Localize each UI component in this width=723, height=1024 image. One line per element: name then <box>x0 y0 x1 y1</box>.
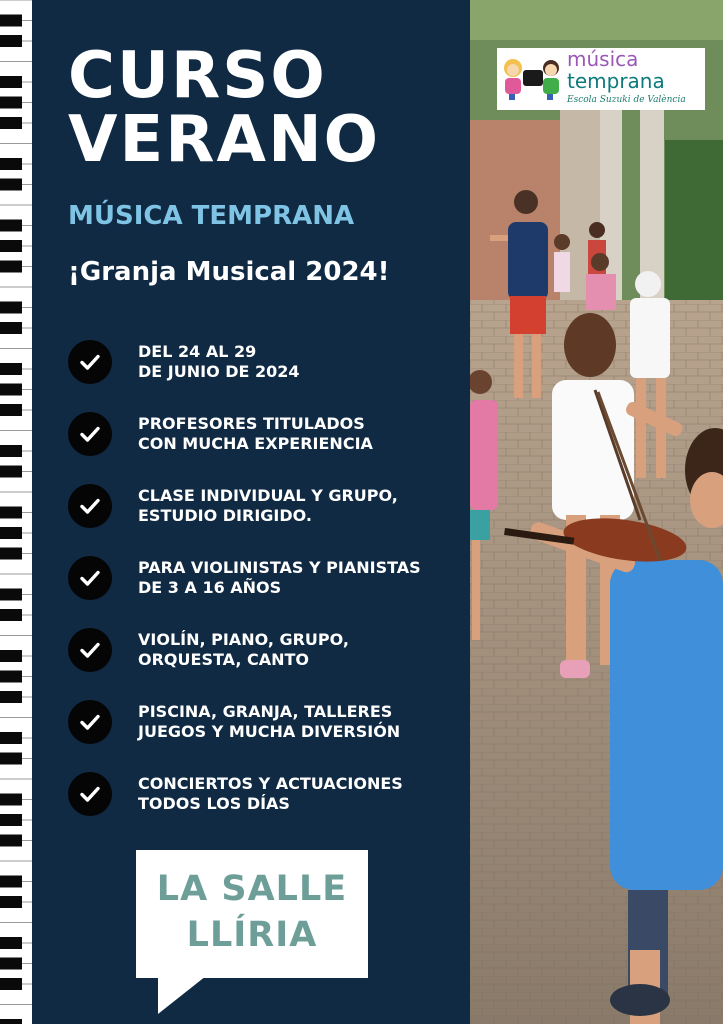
title-line-1: CURSO <box>68 39 327 113</box>
piano-black-key <box>0 609 22 621</box>
feature-item <box>68 556 458 628</box>
piano-black-key <box>0 507 22 519</box>
piano-black-key <box>0 76 22 88</box>
feature-line: PROFESORES TITULADOS <box>138 414 365 433</box>
piano-black-key <box>0 363 22 375</box>
feature-line: ESTUDIO DIRIGIDO. <box>138 506 312 525</box>
piano-black-key <box>0 691 22 703</box>
feature-text <box>138 702 458 742</box>
feature-line: JUEGOS Y MUCHA DIVERSIÓN <box>138 722 401 741</box>
feature-text <box>138 414 458 454</box>
piano-black-key <box>0 978 22 990</box>
logo-name <box>567 48 665 92</box>
piano-black-key <box>0 1019 22 1024</box>
piano-black-key <box>0 117 22 129</box>
logo-subtitle: Escola Suzuki de València <box>567 95 686 105</box>
piano-black-key <box>0 794 22 806</box>
feature-line: DE JUNIO DE 2024 <box>138 362 300 381</box>
feature-list <box>68 340 458 844</box>
feature-line: TODOS LOS DÍAS <box>138 794 290 813</box>
tagline: ¡Granja Musical 2024! <box>68 257 390 287</box>
piano-black-key <box>0 753 22 765</box>
venue-name <box>136 866 368 958</box>
feature-item <box>68 412 458 484</box>
children-violin-photo <box>470 0 723 1024</box>
title-line-2: VERANO <box>68 103 381 177</box>
check-circle-icon <box>68 556 112 600</box>
children-logo-icon <box>501 56 563 102</box>
speech-bubble-tail <box>158 976 206 1014</box>
piano-black-key <box>0 302 22 314</box>
poster-title <box>68 39 381 177</box>
piano-black-key <box>0 261 22 273</box>
feature-text <box>138 342 458 382</box>
musica-temprana-logo <box>497 48 705 110</box>
feature-item <box>68 772 458 844</box>
piano-black-key <box>0 404 22 416</box>
feature-item <box>68 340 458 412</box>
feature-line: DEL 24 AL 29 <box>138 342 257 361</box>
logo-name-line-1: música <box>567 47 639 71</box>
check-circle-icon <box>68 340 112 384</box>
feature-item <box>68 628 458 700</box>
piano-black-key <box>0 814 22 826</box>
check-circle-icon <box>68 628 112 672</box>
piano-black-key <box>0 896 22 908</box>
piano-black-key <box>0 958 22 970</box>
feature-text <box>138 630 458 670</box>
piano-black-key <box>0 220 22 232</box>
logo-name-line-2: temprana <box>567 69 665 93</box>
feature-text <box>138 774 458 814</box>
feature-line: CONCIERTOS Y ACTUACIONES <box>138 774 403 793</box>
piano-black-key <box>0 97 22 109</box>
venue-speech-bubble <box>136 850 368 978</box>
feature-text <box>138 486 458 526</box>
piano-black-key <box>0 876 22 888</box>
check-circle-icon <box>68 700 112 744</box>
check-circle-icon <box>68 484 112 528</box>
piano-black-key <box>0 589 22 601</box>
feature-line: PARA VIOLINISTAS Y PIANISTAS <box>138 558 421 577</box>
piano-black-key <box>0 937 22 949</box>
feature-line: CLASE INDIVIDUAL Y GRUPO, <box>138 486 398 505</box>
piano-black-key <box>0 732 22 744</box>
check-circle-icon <box>68 412 112 456</box>
venue-line-1: LA SALLE <box>156 869 348 909</box>
piano-black-key <box>0 835 22 847</box>
piano-black-key <box>0 384 22 396</box>
piano-black-key <box>0 179 22 191</box>
piano-black-key <box>0 445 22 457</box>
feature-text <box>138 558 458 598</box>
feature-line: DE 3 A 16 AÑOS <box>138 578 282 597</box>
piano-black-key <box>0 650 22 662</box>
feature-line: PISCINA, GRANJA, TALLERES <box>138 702 393 721</box>
piano-black-key <box>0 240 22 252</box>
feature-line: ORQUESTA, CANTO <box>138 650 309 669</box>
piano-black-key <box>0 527 22 539</box>
piano-keyboard-strip <box>0 0 32 1024</box>
feature-line: CON MUCHA EXPERIENCIA <box>138 434 373 453</box>
piano-black-key <box>0 671 22 683</box>
piano-black-key <box>0 15 22 27</box>
piano-black-key <box>0 322 22 334</box>
feature-line: VIOLÍN, PIANO, GRUPO, <box>138 630 349 649</box>
check-circle-icon <box>68 772 112 816</box>
piano-keyboard-graphic <box>0 0 32 1024</box>
piano-black-key <box>0 158 22 170</box>
photo-illustration <box>470 0 723 1024</box>
feature-item <box>68 700 458 772</box>
piano-black-key <box>0 466 22 478</box>
piano-black-key <box>0 35 22 47</box>
piano-black-key <box>0 548 22 560</box>
subtitle: MÚSICA TEMPRANA <box>68 201 355 231</box>
feature-item <box>68 484 458 556</box>
venue-line-2: LLÍRIA <box>186 915 318 955</box>
